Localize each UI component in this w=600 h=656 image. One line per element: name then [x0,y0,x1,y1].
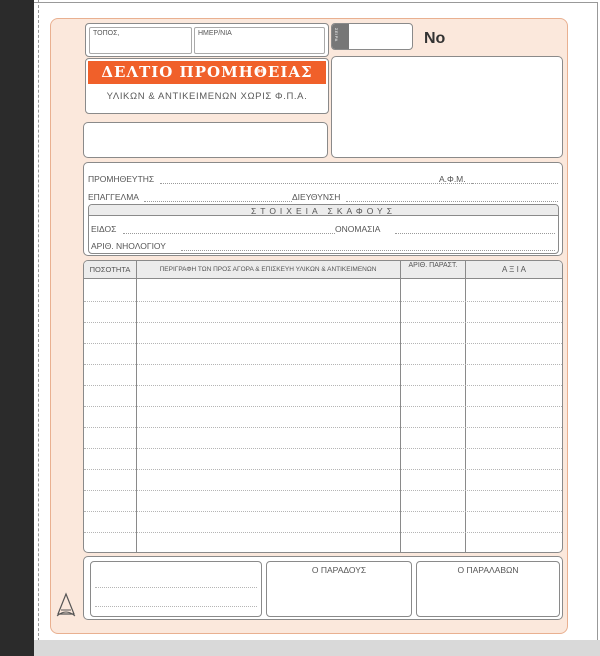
table-row[interactable] [84,385,562,386]
publisher-logo-icon [55,590,77,618]
table-row[interactable] [84,343,562,344]
table-row[interactable] [84,301,562,302]
date-field[interactable] [194,27,325,54]
address-field[interactable] [346,201,558,202]
page-shadow [34,640,600,656]
document-subtitle: ΥΛΙΚΩΝ & ΑΝΤΙΚΕΙΜΕΝΩΝ ΧΩΡΙΣ Φ.Π.Α. [106,91,308,102]
table-row[interactable] [84,364,562,365]
stamp-box[interactable] [83,122,328,158]
col-description-header: ΠΕΡΙΓΡΑΦΗ ΤΩΝ ΠΡΟΣ ΑΓΟΡΑ & ΕΠΙΣΚΕΥΗ ΥΛΙΚΩΝ & ΑΝΤΙΚΕΙΜΕΝΩΝ [159,266,377,273]
notes-box[interactable] [90,561,262,617]
date-label: ΗΜΕΡ/ΝΙΑ [198,30,232,37]
afm-label: Α.Φ.Μ. [439,174,466,184]
vessel-name-label: ΟΝΟΜΑΣΙΑ [335,224,381,234]
document-title: ΔΕΛΤΙΟ ΠΡΟΜΗΘΕΙΑΣ [88,61,326,84]
series-tab [332,24,349,49]
profession-label: ΕΠΑΓΓΕΛΜΑ [88,192,139,202]
table-row[interactable] [84,448,562,449]
table-row[interactable] [84,532,562,533]
table-row[interactable] [84,469,562,470]
notes-line [95,587,257,588]
title-box [85,58,329,114]
afm-field[interactable] [472,183,558,184]
table-row[interactable] [84,511,562,512]
place-label: ΤΟΠΟΣ, [93,30,120,37]
perforation-line [38,0,39,656]
table-row[interactable] [84,427,562,428]
table-header [84,261,562,279]
vessel-type-field[interactable] [123,233,335,234]
items-table [83,260,563,553]
place-date-box [85,23,329,57]
table-row[interactable] [84,490,562,491]
col-quantity-header: ΠΟΣΟΤΗΤΑ [89,265,131,274]
receiver-signature-box[interactable] [416,561,560,617]
registry-field[interactable] [181,250,555,251]
binding-spine [0,0,34,656]
col-value-header: Α Ξ Ι Α [502,265,526,274]
number-label: Νο [424,30,446,47]
table-row[interactable] [84,406,562,407]
vessel-type-label: ΕΙΔΟΣ [91,224,117,234]
registry-label: ΑΡΙΘ. ΝΗΟΛΟΓΙΟΥ [91,241,166,251]
notes-line [95,606,257,607]
signature-section [83,556,563,620]
vessel-section [88,204,559,254]
table-row[interactable] [84,322,562,323]
supplier-label: ΠΡΟΜΗΘΕΥΤΗΣ [88,174,155,184]
address-label: ΔΙΕΥΘΥΝΣΗ [292,192,341,202]
deliverer-signature-box[interactable] [266,561,412,617]
deliverer-label: Ο ΠΑΡΑΔΟΥΣ [311,565,367,575]
recipient-box[interactable] [331,56,563,158]
place-field[interactable] [89,27,192,54]
vessel-section-title: ΣΤΟΙΧΕΙΑ ΣΚΑΦΟΥΣ [251,206,396,216]
series-box[interactable] [331,23,413,50]
col-invoice-header: ΑΡΙΘ. ΠΑΡΑΣΤ. [408,262,458,269]
vessel-name-field[interactable] [395,233,555,234]
receiver-label: Ο ΠΑΡΑΛΑΒΩΝ [457,565,519,575]
vessel-header [89,205,558,216]
profession-field[interactable] [144,201,292,202]
series-label: ΣΕΙΡΑ [334,28,339,42]
